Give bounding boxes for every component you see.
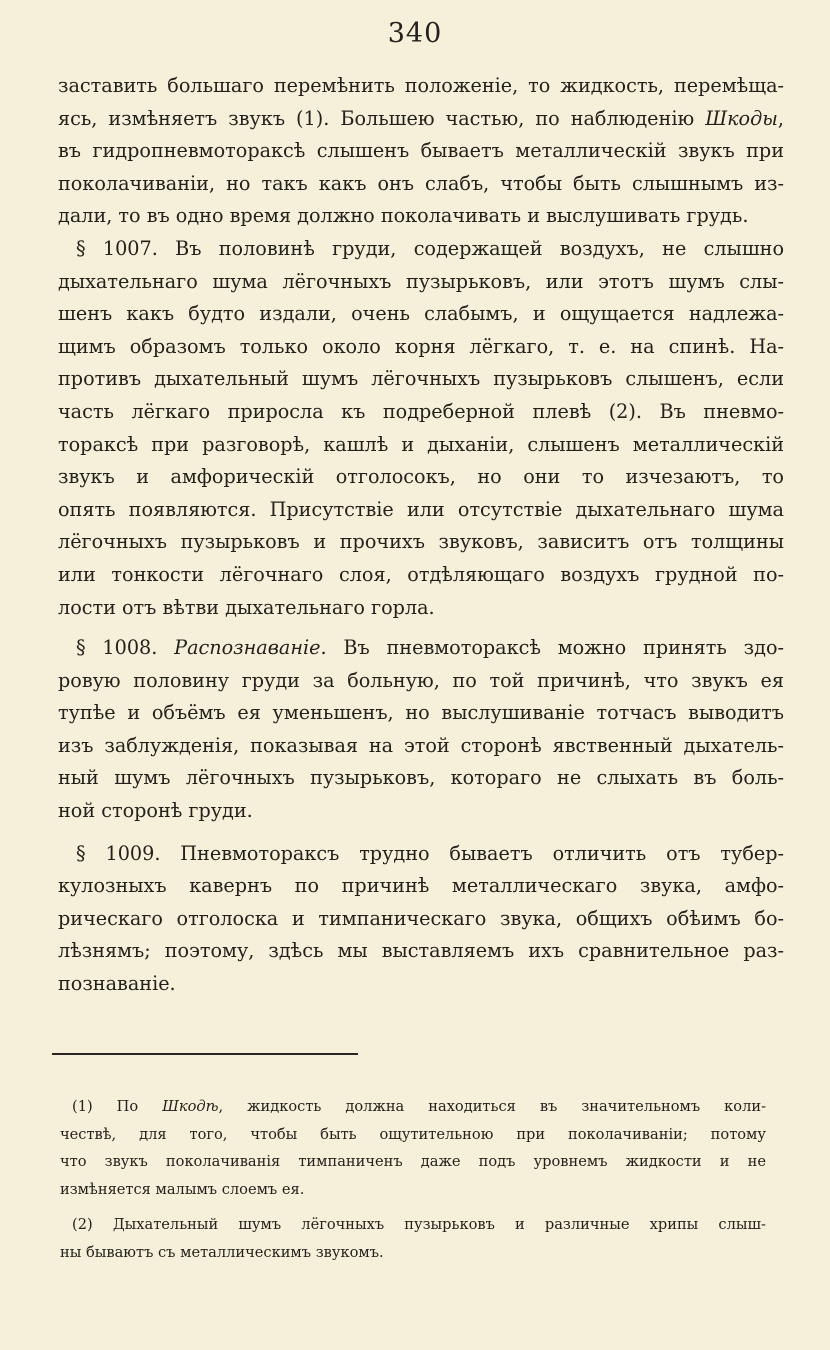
text-line: ясь, измѣняетъ звукъ (1). Большею частью, по наблюденію Шкоды,: [58, 106, 784, 130]
text-line: тупѣе и объёмъ ея уменьшенъ, но выслушиваніе тотчасъ выводитъ: [58, 701, 784, 725]
footnote-1-line: чествѣ, для того, чтобы быть ощутительною при поколачиваніи; потому: [60, 1125, 766, 1143]
section-1009-start: § 1009. Пневмотораксъ трудно бываетъ отличить отъ тубер-: [76, 841, 784, 865]
text-line: дали, то въ одно время должно поколачивать и выслушивать грудь.: [58, 204, 749, 228]
text-line: заставить большаго перемѣнить положеніе, то жидкость, перемѣща-: [58, 74, 784, 97]
text-line: ной сторонѣ груди.: [58, 799, 253, 823]
text-line: или тонкости лёгочнаго слоя, отдѣляющаго воздухъ грудной по-: [58, 562, 784, 586]
footnotes: [60, 1093, 766, 1266]
text-line: въ гидропневмотораксѣ слышенъ бываетъ металлическій звукъ при: [58, 139, 784, 163]
text-line: лѣзнямъ; поэтому, здѣсь мы выставляемъ ихъ сравнительное раз-: [58, 939, 784, 963]
text-line: часть лёгкаго приросла къ подреберной плевѣ (2). Въ пневмо-: [58, 399, 784, 423]
main-text: [58, 70, 784, 1001]
text-line: лости отъ вѣтви дыхательнаго горла.: [58, 595, 435, 619]
text-line: щимъ образомъ только около корня лёгкаго, т. е. на спинѣ. На-: [58, 334, 784, 358]
text-line: тораксѣ при разговорѣ, кашлѣ и дыханіи, слышенъ металлическій: [58, 432, 784, 456]
footnote-2-line: (2) Дыхательный шумъ лёгочныхъ пузырьковъ и различные хрипы слыш-: [72, 1216, 766, 1233]
text-line: дыхательнаго шума лёгочныхъ пузырьковъ, или этотъ шумъ слы-: [58, 269, 784, 293]
text-line: звукъ и амфорическій отголосокъ, но они то изчезаютъ, то: [58, 465, 784, 489]
footnote-1-line: измѣняется малымъ слоемъ ея.: [60, 1180, 305, 1198]
text-line: поколачиваніи, но такъ какъ онъ слабъ, чтобы быть слышнымъ из-: [58, 171, 784, 195]
text-line: рическаго отголоска и тимпаническаго звука, общихъ обѣимъ бо-: [58, 906, 784, 930]
text-line: противъ дыхательный шумъ лёгочныхъ пузырьковъ слышенъ, если: [58, 367, 784, 391]
page-number: 340: [387, 18, 443, 49]
text-line: лёгочныхъ пузырьковъ и прочихъ звуковъ, зависитъ отъ толщины: [58, 530, 784, 554]
section-1007-start: § 1007. Въ половинѣ груди, содержащей воздухъ, не слышно: [76, 236, 784, 260]
footnote-1-line: (1) По Шкодѣ, жидкость должна находиться въ значительномъ коли-: [72, 1098, 766, 1115]
text-line: опять появляются. Присутствіе или отсутствіе дыхательнаго шума: [58, 497, 784, 521]
section-1008-start: § 1008. Распознаваніе. Въ пневмотораксѣ можно принять здо-: [76, 636, 784, 660]
text-line: познаваніе.: [58, 972, 176, 996]
text-line: шенъ какъ будто издали, очень слабымъ, и ощущается надлежа-: [58, 302, 784, 326]
text-line: изъ заблужденія, показывая на этой сторонѣ явственный дыхатель-: [58, 733, 784, 757]
footnote-1-line: что звукъ поколачиванія тимпаниченъ даже подъ уровнемъ жидкости и не: [60, 1153, 766, 1170]
text-line: ровую половину груди за больную, по той причинѣ, что звукъ ея: [58, 668, 784, 692]
footnote-2-line: ны бываютъ съ металлическимъ звукомъ.: [60, 1243, 384, 1261]
footnote-rule: [52, 1053, 358, 1055]
text-line: ный шумъ лёгочныхъ пузырьковъ, котораго не слыхать въ боль-: [58, 766, 784, 790]
text-line: кулозныхъ кавернъ по причинѣ металлическаго звука, амфо-: [58, 874, 784, 898]
